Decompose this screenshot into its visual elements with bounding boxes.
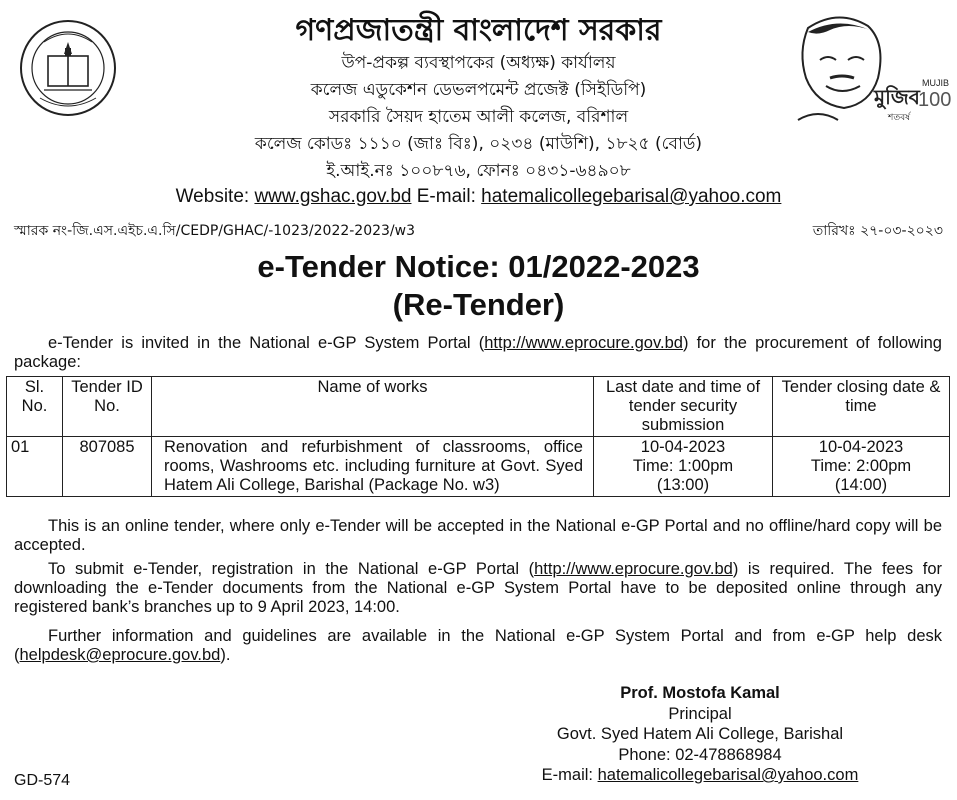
header-last-date: Last date and time of tender security submission: [594, 377, 773, 437]
eprocure-link[interactable]: http://www.eprocure.gov.bd: [484, 334, 683, 352]
memo-number: স্মারক নং-জি.এস.এইচ.এ.সি/CEDP/GHAC/-1023/2022-2023/w3: [14, 223, 416, 239]
last-date-24h: (13:00): [656, 476, 710, 494]
website-link[interactable]: www.gshac.gov.bd: [254, 186, 412, 207]
mujib-bn-text: মুজিব: [874, 85, 920, 109]
gd-code: GD-574: [14, 772, 71, 789]
office-line-4: কলেজ কোডঃ ১১১০ (জাঃ বিঃ), ০২৩৪ (মাউশি), ১৮২৫ (বোর্ড): [254, 134, 703, 154]
row-works: Renovation and refurbishment of classrooms, office rooms, Washrooms etc. including furniture at Govt. Syed Hatem Ali College, Barishal (Package No. w3): [152, 437, 594, 497]
intro-paragraph: e-Tender is invited in the National e-GP System Portal (http://www.eprocure.gov.bd) for the procurement of following package:: [14, 334, 942, 371]
row-tender-id: 807085: [63, 437, 152, 497]
office-line-1: উপ-প্রকল্প ব্যবস্থাপকের (অধ্যক্ষ) কার্যালয়: [341, 53, 616, 73]
table-row: [7, 437, 950, 497]
website-label: Website:: [175, 186, 250, 207]
email-label: E-mail:: [416, 186, 476, 207]
signatory-phone: Phone: 02-478868984: [618, 745, 782, 764]
website-email-line: [120, 186, 837, 208]
table-header-row: [7, 377, 950, 437]
notice-subtitle: (Re-Tender): [392, 287, 565, 322]
paragraph-helpdesk: Further information and guidelines are available in the National e-GP System Portal and from e-GP help desk (helpdesk@eprocure.gov.bd).: [14, 627, 942, 664]
closing-24h: (14:00): [834, 476, 888, 494]
row-closing: [773, 437, 950, 497]
notice-date: তারিখঃ ২৭-০৩-২০২৩: [812, 223, 943, 239]
signature-block: [540, 683, 860, 786]
notice-title: e-Tender Notice: 01/2022-2023: [257, 249, 700, 284]
header-closing: Tender closing date & time: [773, 377, 950, 437]
row-last-date: [594, 437, 773, 497]
closing-date: 10-04-2023: [818, 438, 904, 456]
last-date-time: Time: 1:00pm: [632, 457, 734, 475]
signatory-email-link[interactable]: hatemalicollegebarisal@yahoo.com: [597, 766, 859, 784]
last-date-date: 10-04-2023: [640, 438, 726, 456]
paragraph-online-tender: This is an online tender, where only e-Tender will be accepted in the National e-GP Portal and no offline/hard copy will be accepted.: [14, 517, 942, 554]
office-line-2: কলেজ এডুকেশন ডেভলপমেন্ট প্রজেক্ট (সিইডিপি): [310, 80, 647, 100]
signatory-name: Prof. Mostofa Kamal: [620, 684, 780, 702]
mujib-en-text: MUJIB: [922, 78, 949, 88]
office-line-3: সরকারি সৈয়দ হাতেম আলী কলেজ, বরিশাল: [328, 107, 629, 127]
tender-table: [6, 376, 950, 497]
college-crest-logo: [18, 18, 118, 118]
paragraph-registration: To submit e-Tender, registration in the National e-GP Portal (http://www.eprocure.gov.bd) is required. The fees for downloading the e-Tender documents from the National e-GP System Portal have to be deposited online through any registered bank’s branches up to 9 April 2023, 14:00.: [14, 560, 943, 616]
closing-time: Time: 2:00pm: [810, 457, 912, 475]
signatory-org: Govt. Syed Hatem Ali College, Barishal: [556, 725, 844, 743]
eprocure-link-2[interactable]: http://www.eprocure.gov.bd: [534, 560, 733, 578]
row-sl: 01: [7, 437, 63, 497]
government-title: গণপ্রজাতন্ত্রী বাংলাদেশ সরকার: [295, 13, 662, 48]
mujib-sub-text: শতবর্ষ: [888, 113, 911, 123]
signatory-email-line: E-mail: hatemalicollegebarisal@yahoo.com: [541, 766, 859, 784]
helpdesk-email-link[interactable]: helpdesk@eprocure.gov.bd: [19, 646, 221, 664]
office-line-5: ই.আই.নঃ ১০০৮৭৬, ফোনঃ ০৪৩১-৬৪৯০৮: [326, 161, 631, 181]
header-sl: Sl. No.: [7, 377, 63, 437]
header-tender-id: Tender ID No.: [63, 377, 152, 437]
email-link[interactable]: hatemalicollegebarisal@yahoo.com: [481, 186, 782, 207]
mujib-100-text: 100: [918, 89, 952, 111]
header-works: Name of works: [152, 377, 594, 437]
signatory-designation: Principal: [668, 704, 732, 723]
